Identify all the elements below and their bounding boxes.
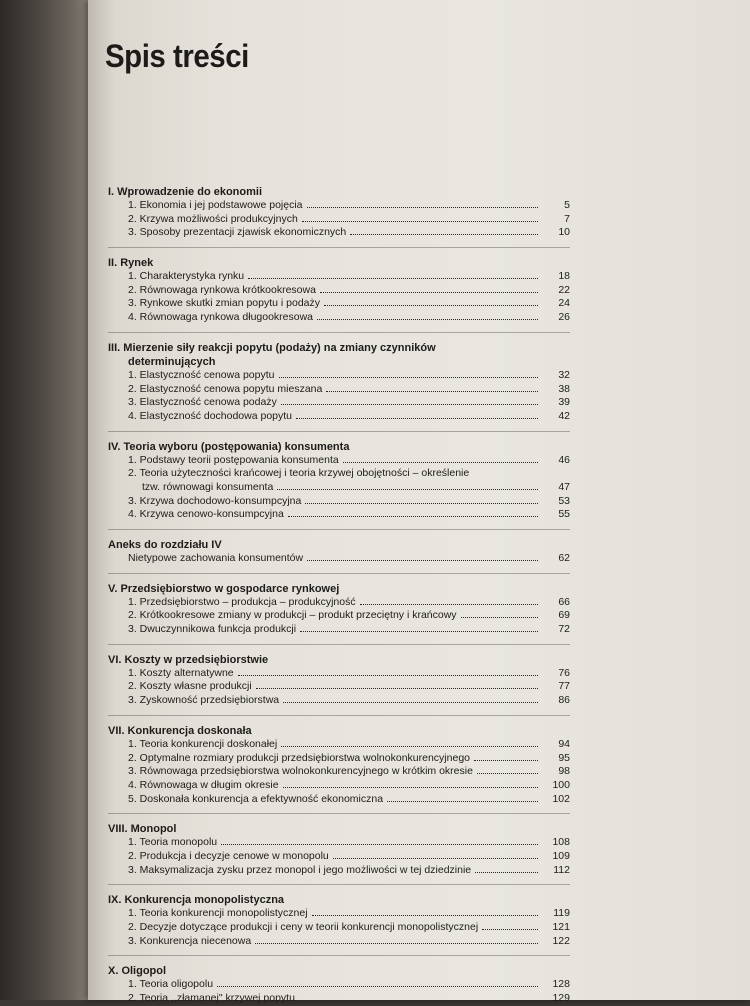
toc-entry (108, 609, 570, 623)
toc-entry-label: tzw. równowagi konsumenta (142, 480, 274, 493)
toc-entry-label: 1. Teoria konkurencji monopolistycznej (128, 907, 308, 920)
toc-entry (108, 226, 570, 240)
toc-entry (108, 297, 570, 311)
toc-entry (108, 864, 570, 878)
toc-page-number: 98 (558, 765, 570, 778)
dot-leader (477, 773, 538, 774)
toc-chapter (108, 185, 570, 240)
chapter-heading: X. Oligopol (108, 965, 167, 978)
toc-entry (108, 508, 570, 522)
toc-chapter (108, 724, 570, 806)
section-divider (108, 715, 570, 716)
toc-entry (108, 779, 570, 793)
chapter-heading: VIII. Monopol (108, 823, 177, 836)
toc-entry (108, 410, 570, 424)
toc-page-number: 24 (558, 297, 570, 310)
toc-entry-label: 1. Elastyczność cenowa popytu (128, 368, 275, 381)
chapter-heading: VI. Koszty w przedsiębiorstwie (108, 653, 269, 666)
toc-chapter (108, 822, 570, 877)
page-title: Spis treści (105, 38, 249, 74)
toc-page-number: 109 (552, 849, 570, 862)
toc-chapter (108, 653, 570, 708)
toc-page-number: 5 (564, 199, 570, 211)
dot-leader (302, 221, 538, 222)
toc-page-number: 102 (552, 792, 570, 805)
chapter-heading: IV. Teoria wyboru (postępowania) konsumenta (108, 440, 350, 453)
toc-entry (108, 793, 570, 807)
dot-leader (221, 844, 538, 845)
toc-page-number: 112 (553, 863, 570, 876)
toc-page-number: 119 (553, 907, 570, 920)
section-divider (108, 813, 570, 814)
toc-entry-label: 2. Produkcja i decyzje cenowe w monopolu (128, 849, 329, 862)
toc-entry-label: 2. Równowaga rynkowa krótkookresowa (128, 283, 316, 296)
toc-page-number: 100 (552, 778, 570, 791)
toc-page-number: 22 (558, 283, 570, 296)
toc-page-number: 128 (552, 978, 570, 991)
chapter-heading-continued: determinujących (128, 355, 216, 368)
dot-leader (256, 688, 538, 689)
toc-entry-label: 3. Zyskowność przedsiębiorstwa (128, 694, 280, 707)
toc-entry (108, 935, 570, 949)
toc-entry (108, 752, 570, 766)
toc-entry-label: 4. Równowaga rynkowa długookresowa (128, 311, 314, 324)
toc-page-number: 121 (552, 921, 570, 933)
toc-entry-label: 2. Elastyczność cenowa popytu mieszana (128, 382, 323, 395)
toc-entry (108, 311, 570, 325)
dot-leader (474, 760, 538, 761)
toc-entry-label: 2. Koszty własne produkcji (128, 680, 252, 693)
toc-page-number: 47 (558, 480, 570, 493)
dot-leader (288, 516, 538, 517)
toc-entry (108, 978, 570, 992)
toc-page-number: 46 (558, 453, 570, 466)
toc-entry-label: 2. Teoria użyteczności krańcowej i teoria krzywej obojętności – określenie (128, 467, 470, 480)
section-divider (108, 332, 570, 333)
toc-entry-label: 4. Elastyczność dochodowa popytu (128, 409, 293, 422)
table-of-contents (108, 185, 570, 1006)
toc-entry-label: 1. Teoria monopolu (128, 836, 218, 849)
toc-entry (108, 454, 570, 468)
chapter-heading: I. Wprowadzenie do ekonomii (108, 186, 263, 198)
toc-entry-label: 1. Charakterystyka rynku (128, 270, 245, 283)
toc-entry-label: 3. Maksymalizacja zysku przez monopol i jego możliwości w tej dziedzinie (128, 863, 472, 876)
toc-entry (108, 199, 570, 213)
chapter-heading: VII. Konkurencja doskonała (108, 724, 252, 737)
toc-entry (108, 623, 570, 637)
toc-page-number: 108 (552, 836, 570, 849)
toc-page-number: 18 (558, 270, 570, 283)
chapter-heading: II. Rynek (108, 257, 154, 270)
toc-entry-label: 3. Krzywa dochodowo-konsumpcyjna (128, 494, 302, 507)
dot-leader (312, 915, 538, 916)
toc-chapter (108, 582, 570, 637)
dot-leader (283, 702, 538, 703)
toc-entry (108, 738, 570, 752)
toc-entry-label: 1. Ekonomia i jej podstawowe pojęcia (128, 199, 303, 211)
dot-leader (281, 746, 538, 747)
toc-chapter (108, 256, 570, 325)
toc-entry (108, 396, 570, 410)
toc-page-number: 10 (558, 226, 570, 239)
toc-page-number: 72 (558, 623, 570, 636)
chapter-heading: III. Mierzenie siły reakcji popytu (podaży) na zmiany czynników (108, 341, 436, 354)
toc-entry (108, 481, 570, 495)
toc-page-number: 122 (552, 934, 570, 947)
dot-leader (387, 801, 538, 802)
dot-leader (238, 675, 538, 676)
toc-page-number: 39 (558, 396, 570, 409)
toc-entry-label: 3. Konkurencja niecenowa (128, 934, 252, 947)
toc-chapter (108, 538, 570, 566)
section-divider (108, 955, 570, 956)
toc-entry-label: Nietypowe zachowania konsumentów (128, 552, 304, 564)
toc-entry-label: 2. Teoria ,,złamanej" krzywej popytu (128, 992, 295, 1005)
toc-entry (108, 495, 570, 509)
toc-page-number: 94 (558, 737, 570, 750)
toc-page-number: 129 (552, 992, 570, 1005)
dot-leader (299, 1000, 538, 1001)
toc-entry-label: 2. Krzywa możliwości produkcyjnych (128, 212, 298, 225)
dot-leader (482, 929, 538, 930)
toc-entry (108, 284, 570, 298)
toc-page-number: 53 (558, 494, 570, 507)
toc-page-number: 26 (558, 311, 570, 324)
toc-entry-label: 3. Dwuczynnikowa funkcja produkcji (128, 623, 297, 636)
toc-entry (108, 765, 570, 779)
dot-leader (350, 234, 538, 235)
toc-page-number: 66 (558, 595, 570, 608)
dot-leader (461, 617, 538, 618)
toc-page-number: 7 (564, 212, 570, 225)
toc-entry (108, 694, 570, 708)
toc-entry (108, 552, 570, 566)
toc-page-number: 86 (558, 694, 570, 707)
section-divider (108, 247, 570, 248)
dot-leader (320, 292, 538, 293)
toc-page-number: 38 (558, 382, 570, 395)
toc-entry-label: 2. Decyzje dotyczące produkcji i ceny w teorii konkurencji monopolistycznej (128, 921, 479, 933)
book-spine-shadow (0, 0, 92, 1000)
toc-entry (108, 369, 570, 383)
toc-entry (108, 467, 570, 481)
dot-leader (475, 872, 538, 873)
toc-entry-label: 4. Krzywa cenowo-konsumpcyjna (128, 508, 284, 521)
toc-chapter (108, 341, 570, 424)
section-divider (108, 529, 570, 530)
dot-leader (283, 787, 538, 788)
toc-page-number: 76 (558, 666, 570, 679)
toc-entry (108, 383, 570, 397)
dot-leader (305, 503, 538, 504)
chapter-heading: V. Przedsiębiorstwo w gospodarce rynkowej (108, 582, 340, 595)
toc-entry-label: 2. Krótkookresowe zmiany w produkcji – produkt przeciętny i krańcowy (128, 609, 457, 622)
chapter-heading: Aneks do rozdziału IV (108, 539, 222, 551)
toc-entry (108, 213, 570, 227)
dot-leader (217, 986, 538, 987)
toc-page-number: 77 (558, 680, 570, 693)
toc-entry-label: 1. Koszty alternatywne (128, 666, 234, 679)
toc-entry (108, 836, 570, 850)
toc-entry (108, 850, 570, 864)
toc-entry-label: 4. Równowaga w długim okresie (128, 778, 279, 791)
dot-leader (307, 207, 538, 208)
toc-chapter (108, 893, 570, 948)
toc-entry-label: 3. Sposoby prezentacji zjawisk ekonomicznych (128, 226, 347, 239)
toc-page-number: 55 (558, 508, 570, 521)
toc-entry-label: 5. Doskonała konkurencja a efektywność ekonomiczna (128, 792, 384, 805)
toc-page-number: 95 (558, 751, 570, 764)
section-divider (108, 884, 570, 885)
toc-page-number: 69 (558, 609, 570, 622)
section-divider (108, 573, 570, 574)
dot-leader (317, 319, 538, 320)
toc-page-number: 62 (558, 552, 570, 564)
toc-entry (108, 992, 570, 1006)
dot-leader (296, 418, 538, 419)
section-divider (108, 431, 570, 432)
dot-leader (255, 943, 538, 944)
toc-entry (108, 270, 570, 284)
dot-leader (333, 858, 538, 859)
dot-leader (277, 489, 538, 490)
toc-entry-label: 1. Podstawy teorii postępowania konsumenta (128, 453, 339, 466)
toc-entry-label: 3. Elastyczność cenowa podaży (128, 396, 277, 409)
chapter-heading: IX. Konkurencja monopolistyczna (108, 894, 285, 907)
dot-leader (343, 462, 538, 463)
dot-leader (300, 631, 538, 632)
toc-entry-label: 3. Równowaga przedsiębiorstwa wolnokonkurencyjnego w krótkim okresie (128, 765, 473, 778)
section-divider (108, 644, 570, 645)
toc-chapter (108, 440, 570, 522)
dot-leader (360, 604, 538, 605)
dot-leader (279, 377, 539, 378)
toc-entry-label: 3. Rynkowe skutki zmian popytu i podaży (128, 297, 321, 310)
toc-entry (108, 907, 570, 921)
dot-leader (326, 391, 538, 392)
toc-entry (108, 667, 570, 681)
dot-leader (281, 404, 538, 405)
dot-leader (324, 305, 538, 306)
toc-entry-label: 1. Teoria konkurencji doskonałej (128, 737, 278, 750)
toc-entry (108, 921, 570, 935)
toc-entry (108, 680, 570, 694)
toc-page-number: 32 (558, 368, 570, 381)
toc-entry-label: 2. Optymalne rozmiary produkcji przedsiębiorstwa wolnokonkurencyjnego (128, 751, 470, 764)
toc-entry-label: 1. Teoria oligopolu (128, 978, 214, 991)
toc-page-number: 42 (558, 409, 570, 422)
dot-leader (248, 278, 538, 279)
toc-entry (108, 596, 570, 610)
toc-entry-label: 1. Przedsiębiorstwo – produkcja – produkcyjność (128, 595, 356, 608)
dot-leader (307, 560, 538, 561)
